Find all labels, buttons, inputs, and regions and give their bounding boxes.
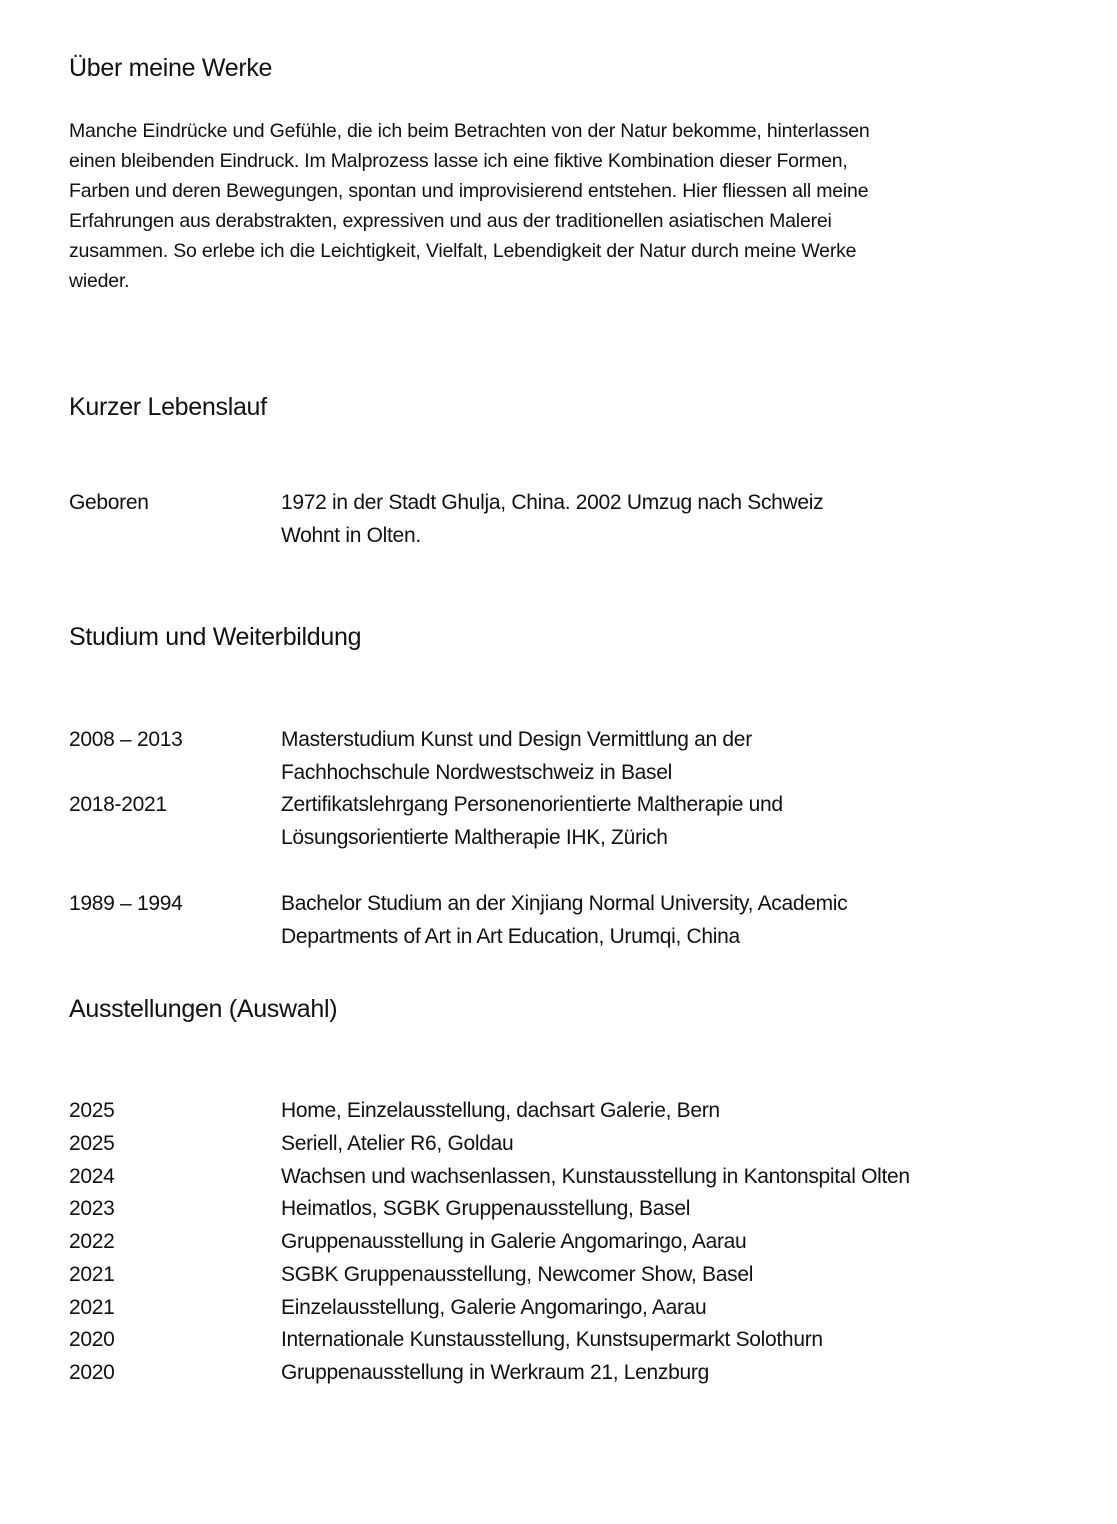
exhibition-title: Gruppenausstellung in Galerie Angomaringo, Aarau <box>281 1230 747 1253</box>
born-label: Geboren <box>69 491 149 514</box>
exhibition-title: Gruppenausstellung in Werkraum 21, Lenzburg <box>281 1361 709 1384</box>
education-line: Fachhochschule Nordwestschweiz in Basel <box>281 761 672 784</box>
exhibition-year: 2021 <box>69 1262 115 1286</box>
exhibition-year: 2025 <box>69 1131 115 1155</box>
born-value <box>281 486 1081 552</box>
education-description <box>281 723 1081 789</box>
exhibition-title: Wachsen und wachsenlassen, Kunstausstellung in Kantonspital Olten <box>281 1164 910 1188</box>
education-description <box>281 887 1081 953</box>
exhibition-title: Seriell, Atelier R6, Goldau <box>281 1131 514 1155</box>
exhibition-year: 2020 <box>69 1361 115 1384</box>
exhibition-year: 2024 <box>69 1164 115 1188</box>
exhibition-title: Home, Einzelausstellung, dachsart Galerie, Bern <box>281 1099 720 1122</box>
born-line: 1972 in der Stadt Ghulja, China. 2002 Umzug nach Schweiz <box>281 491 824 514</box>
about-line: Farben und deren Bewegungen, spontan und improvisierend entstehen. Hier fliessen all meine <box>69 180 869 202</box>
exhibition-title: Einzelausstellung, Galerie Angomaringo, Aarau <box>281 1295 707 1319</box>
about-line: zusammen. So erlebe ich die Leichtigkeit, Vielfalt, Lebendigkeit der Natur durch meine Werke <box>69 240 857 262</box>
exhibition-year: 2025 <box>69 1099 115 1122</box>
exhibition-title: Internationale Kunstausstellung, Kunstsupermarkt Solothurn <box>281 1328 823 1352</box>
education-line: Masterstudium Kunst und Design Vermittlung an der <box>281 728 752 751</box>
exhibition-title: Heimatlos, SGBK Gruppenausstellung, Basel <box>281 1197 691 1221</box>
cv-heading: Kurzer Lebenslauf <box>69 393 267 421</box>
about-paragraph <box>69 116 1029 296</box>
education-line: Bachelor Studium an der Xinjiang Normal University, Academic <box>281 892 848 915</box>
education-period: 2018-2021 <box>69 793 167 816</box>
about-line: einen bleibenden Eindruck. Im Malprozess lasse ich eine fiktive Kombination dieser Formen, <box>69 150 848 172</box>
exhibitions-heading: Ausstellungen (Auswahl) <box>69 995 338 1023</box>
about-heading: Über meine Werke <box>69 54 273 82</box>
about-line: Erfahrungen aus derabstrakten, expressiven und aus der traditionellen asiatischen Malerei <box>69 210 832 232</box>
education-heading: Studium und Weiterbildung <box>69 623 362 651</box>
about-line: wieder. <box>69 270 130 292</box>
exhibition-year: 2021 <box>69 1295 115 1319</box>
exhibition-year: 2022 <box>69 1230 115 1253</box>
education-period: 2008 – 2013 <box>69 728 183 751</box>
education-line: Departments of Art in Art Education, Urumqi, China <box>281 925 740 948</box>
exhibition-title: SGBK Gruppenausstellung, Newcomer Show, Basel <box>281 1262 754 1286</box>
exhibition-year: 2023 <box>69 1197 115 1221</box>
education-line: Lösungsorientierte Maltherapie IHK, Zürich <box>281 826 668 849</box>
exhibition-year: 2020 <box>69 1328 115 1352</box>
education-period: 1989 – 1994 <box>69 892 183 915</box>
about-line: Manche Eindrücke und Gefühle, die ich beim Betrachten von der Natur bekomme, hinterlassen <box>69 120 870 142</box>
education-line: Zertifikatslehrgang Personenorientierte Maltherapie und <box>281 793 783 816</box>
education-description <box>281 788 1081 854</box>
born-line: Wohnt in Olten. <box>281 524 421 547</box>
